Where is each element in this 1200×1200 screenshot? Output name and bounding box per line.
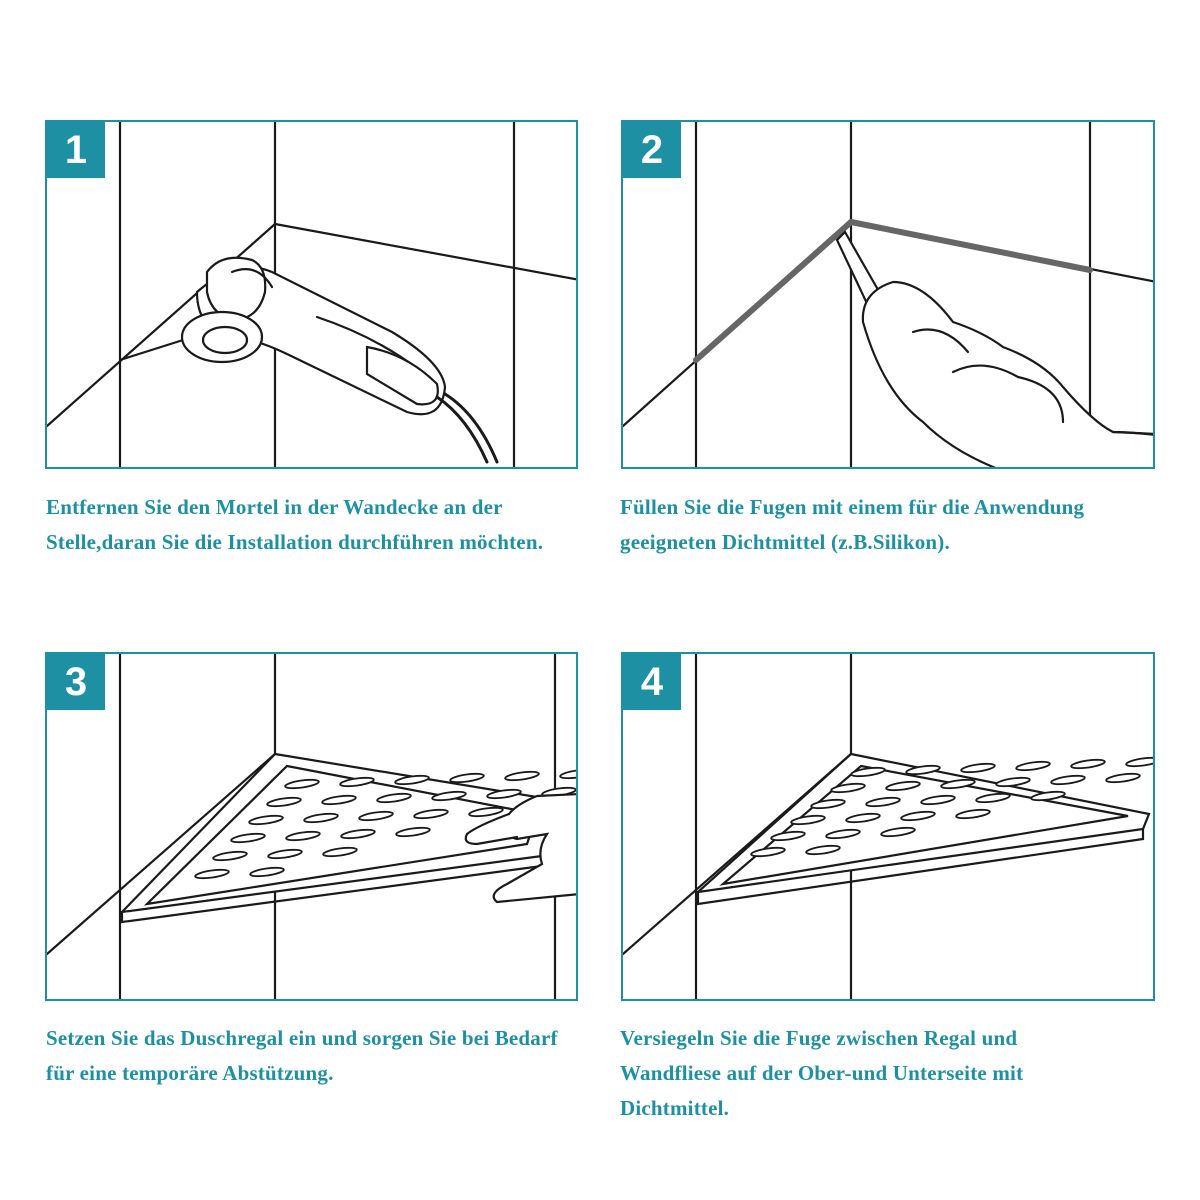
step-1-caption: Entfernen Sie den Mortel in der Wandecke an der Stelle,daran Sie die Installation durchführen möchten. [46, 495, 544, 554]
step-3-caption: Setzen Sie das Duschregal ein und sorgen Sie bei Bedarf für eine temporäre Abstützung. [46, 1026, 558, 1085]
step-3-illustration [45, 652, 578, 1001]
step-2-illustration [621, 120, 1155, 469]
step-1-illustration [45, 120, 578, 469]
step-number-badge: 4 [623, 654, 681, 710]
drain-slot [1106, 772, 1141, 784]
shelf-insert-illustration [47, 654, 578, 1001]
drain-slot [996, 776, 1031, 788]
step-number-badge: 2 [623, 122, 681, 178]
grinder-illustration [47, 122, 578, 469]
drain-slot [1126, 756, 1155, 768]
drain-slot [1051, 774, 1086, 786]
step-4-illustration [621, 652, 1155, 1001]
drain-slot [505, 770, 540, 782]
drain-slot [450, 772, 485, 784]
step-2-caption: Füllen Sie die Fugen mit einem für die Anwendung geeigneten Dichtmittel (z.B.Silikon). [620, 495, 1085, 554]
shelf-installed-illustration [623, 654, 1155, 1001]
step-number-badge: 3 [47, 654, 105, 710]
drain-slot [961, 762, 996, 774]
silicone-illustration [623, 122, 1155, 469]
drain-slot [560, 768, 578, 780]
drain-slot [1071, 758, 1106, 770]
step-number-badge: 1 [47, 122, 105, 178]
step-4-caption: Versiegeln Sie die Fuge zwischen Regal und Wandfliese auf der Ober-und Unterseite mit Dichtmittel. [620, 1026, 1024, 1120]
drain-slot [1016, 760, 1051, 772]
